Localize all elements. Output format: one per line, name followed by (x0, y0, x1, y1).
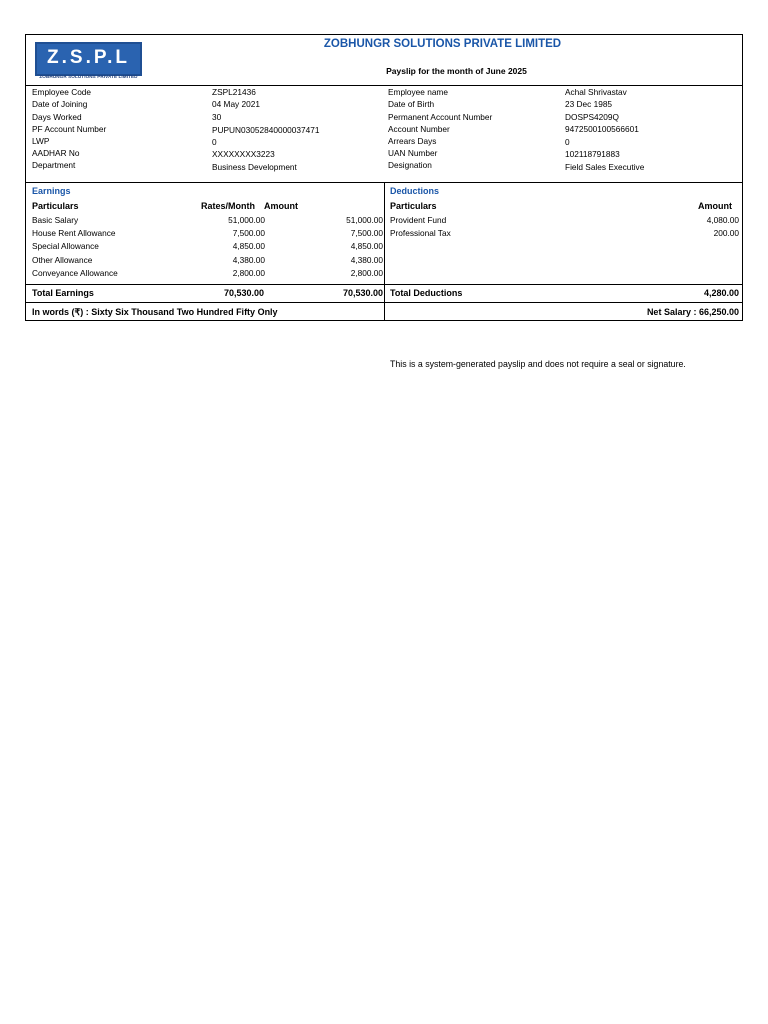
earning-name: Other Allowance (32, 255, 93, 265)
department-label: Department (32, 160, 76, 170)
earnings-col-particulars: Particulars (32, 201, 79, 211)
pan-label: Permanent Account Number (388, 112, 493, 122)
system-generated-note: This is a system-generated payslip and does not require a seal or signature. (390, 359, 686, 369)
employee-code-value: ZSPL21436 (212, 87, 256, 97)
earning-name: Basic Salary (32, 215, 79, 225)
earning-rate: 4,850.00 (232, 241, 265, 251)
department-value: Business Development (212, 162, 297, 172)
employee-name-value: Achal Shrivastav (565, 87, 627, 97)
total-deductions-label: Total Deductions (390, 288, 463, 298)
earning-rate: 7,500.00 (232, 228, 265, 238)
pf-account-value: PUPUN03052840000037471 (212, 125, 320, 135)
aadhar-value: XXXXXXXX3223 (212, 149, 275, 159)
deductions-col-amount: Amount (698, 201, 732, 211)
amount-in-words: In words (₹) : Sixty Six Thousand Two Hundred Fifty Only (32, 307, 278, 317)
logo-text: Z.S.P.L (47, 47, 130, 68)
earning-amount: 2,800.00 (350, 268, 383, 278)
total-earnings-amount: 70,530.00 (342, 288, 383, 298)
pan-value: DOSPS4209Q (565, 112, 619, 122)
deduction-amount: 200.00 (713, 228, 739, 238)
date-of-joining-value: 04 May 2021 (212, 99, 260, 109)
date-of-birth-label: Date of Birth (388, 99, 435, 109)
date-of-joining-label: Date of Joining (32, 99, 88, 109)
divider-header (25, 85, 743, 86)
designation-label: Designation (388, 160, 432, 170)
arrears-days-label: Arrears Days (388, 136, 437, 146)
company-logo (35, 42, 142, 76)
deduction-name: Provident Fund (390, 215, 447, 225)
total-earnings-rate: 70,530.00 (223, 288, 264, 298)
earning-name: Conveyance Allowance (32, 268, 118, 278)
deduction-amount: 4,080.00 (706, 215, 739, 225)
employee-name-label: Employee name (388, 87, 448, 97)
deduction-name: Professional Tax (390, 228, 451, 238)
earnings-col-rates: Rates/Month (201, 201, 255, 211)
earning-name: Special Allowance (32, 241, 99, 251)
deductions-col-particulars: Particulars (390, 201, 437, 211)
earning-name: House Rent Allowance (32, 228, 116, 238)
earnings-title: Earnings (32, 186, 71, 196)
uan-value: 102118791883 (565, 149, 620, 159)
arrears-days-value: 0 (565, 137, 570, 147)
total-earnings-label: Total Earnings (32, 288, 94, 298)
lwp-value: 0 (212, 137, 217, 147)
earning-rate: 2,800.00 (232, 268, 265, 278)
days-worked-label: Days Worked (32, 112, 82, 122)
employee-code-label: Employee Code (32, 87, 92, 97)
total-deductions-amount: 4,280.00 (703, 288, 739, 298)
logo-subtext: ZOBHUNGR SOLUTIONS PRIVATE LIMITED (39, 74, 138, 79)
earning-rate: 51,000.00 (228, 215, 265, 225)
aadhar-label: AADHAR No (32, 148, 80, 158)
earning-rate: 4,380.00 (232, 255, 265, 265)
pf-account-label: PF Account Number (32, 124, 107, 134)
date-of-birth-value: 23 Dec 1985 (565, 99, 613, 109)
days-worked-value: 30 (212, 112, 222, 122)
earning-amount: 51,000.00 (346, 215, 383, 225)
earning-amount: 4,850.00 (350, 241, 383, 251)
earning-amount: 7,500.00 (350, 228, 383, 238)
company-name: ZOBHUNGR SOLUTIONS PRIVATE LIMITED (323, 38, 562, 50)
account-number-value: 9472500100566601 (565, 124, 639, 134)
account-number-label: Account Number (388, 124, 450, 134)
earning-amount: 4,380.00 (350, 255, 383, 265)
designation-value: Field Sales Executive (565, 162, 645, 172)
lwp-label: LWP (32, 136, 50, 146)
net-salary: Net Salary : 66,250.00 (646, 307, 739, 317)
payslip-period: Payslip for the month of June 2025 (386, 66, 527, 76)
divider-earnings-deductions (384, 182, 385, 321)
earnings-col-amount: Amount (264, 201, 298, 211)
deductions-title: Deductions (390, 186, 440, 196)
uan-label: UAN Number (388, 148, 438, 158)
